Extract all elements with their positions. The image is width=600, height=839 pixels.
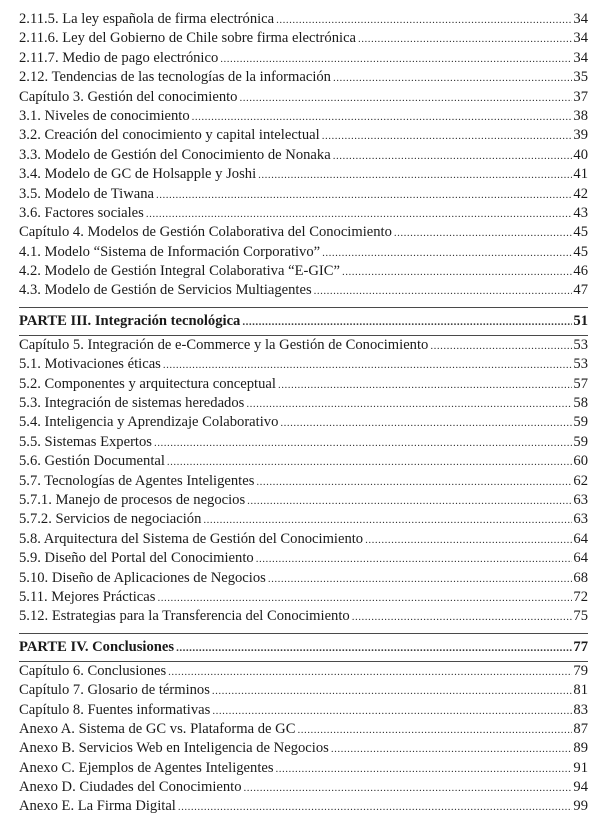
toc-entry bbox=[19, 126, 588, 145]
dot-leader bbox=[168, 663, 572, 681]
toc-entry-page-number: 60 bbox=[573, 453, 588, 470]
dot-leader bbox=[333, 69, 572, 87]
toc-entry-title: PARTE IV. Conclusiones bbox=[19, 638, 175, 655]
toc-entry bbox=[19, 452, 588, 471]
dot-leader bbox=[244, 779, 573, 797]
toc-entry bbox=[19, 681, 588, 700]
toc-entry-page-number: 91 bbox=[573, 759, 588, 776]
toc-entry bbox=[19, 49, 588, 68]
toc-entry-title: PARTE III. Integración tecnológica bbox=[19, 312, 241, 329]
toc-entry-title: 2.11.7. Medio de pago electrónico bbox=[19, 49, 219, 66]
toc-entry bbox=[19, 569, 588, 588]
toc-entry bbox=[19, 433, 588, 452]
toc-entry-title: 4.1. Modelo “Sistema de Información Corporativo” bbox=[19, 243, 321, 260]
toc-entry-page-number: 42 bbox=[573, 185, 588, 202]
dot-leader bbox=[331, 740, 573, 758]
toc-entry-title: Anexo B. Servicios Web en Inteligencia de Negocios bbox=[19, 740, 329, 757]
dot-leader bbox=[246, 395, 572, 413]
toc-entry-title: 5.1. Motivaciones éticas bbox=[19, 356, 161, 373]
toc-entry-page-number: 51 bbox=[573, 312, 588, 329]
toc-entry-title: 5.3. Integración de sistemas heredados bbox=[19, 395, 245, 412]
toc-entry-page-number: 53 bbox=[573, 336, 588, 353]
toc-entry-page-number: 59 bbox=[573, 433, 588, 450]
toc-entry-title: 5.7.1. Manejo de procesos de negocios bbox=[19, 491, 246, 508]
toc-entry bbox=[19, 472, 588, 491]
toc-entry bbox=[19, 778, 588, 797]
toc-entry-page-number: 77 bbox=[573, 638, 588, 655]
toc-entry bbox=[19, 185, 588, 204]
dot-leader bbox=[276, 760, 573, 778]
toc-entry-page-number: 62 bbox=[573, 472, 588, 489]
toc-entry-page-number: 63 bbox=[573, 511, 588, 528]
toc-entry bbox=[19, 510, 588, 529]
toc-entry bbox=[19, 223, 588, 242]
toc-entry-page-number: 34 bbox=[573, 30, 588, 47]
toc-entry bbox=[19, 262, 588, 281]
toc-entry-page-number: 45 bbox=[573, 224, 588, 241]
toc-entry-page-number: 53 bbox=[573, 356, 588, 373]
toc-entry-page-number: 38 bbox=[573, 107, 588, 124]
toc-entry-page-number: 45 bbox=[573, 243, 588, 260]
toc-entry-title: 3.5. Modelo de Tiwana bbox=[19, 185, 154, 202]
toc-entry-page-number: 75 bbox=[573, 608, 588, 625]
dot-leader bbox=[146, 205, 573, 223]
toc-entry bbox=[19, 281, 588, 300]
toc-entry-page-number: 35 bbox=[573, 69, 588, 86]
toc-entry-title: 5.6. Gestión Documental bbox=[19, 453, 165, 470]
dot-leader bbox=[314, 282, 573, 300]
dot-leader bbox=[212, 702, 572, 720]
toc-entry-page-number: 94 bbox=[573, 779, 588, 796]
toc-entry bbox=[19, 335, 588, 355]
dot-leader bbox=[322, 244, 572, 262]
toc-entry-page-number: 37 bbox=[573, 88, 588, 105]
toc-entry-page-number: 58 bbox=[573, 395, 588, 412]
toc-entry-page-number: 87 bbox=[573, 720, 588, 737]
toc-entry-title: 3.2. Creación del conocimiento y capital intelectual bbox=[19, 127, 320, 144]
toc-entry-title: Capítulo 8. Fuentes informativas bbox=[19, 701, 211, 718]
toc-entry bbox=[19, 491, 588, 510]
toc-entry-page-number: 83 bbox=[573, 701, 588, 718]
toc-entry-title: 5.9. Diseño del Portal del Conocimiento bbox=[19, 550, 254, 567]
dot-leader bbox=[239, 89, 572, 107]
toc-entry bbox=[19, 68, 588, 87]
toc-entry-title: 5.7.2. Servicios de negociación bbox=[19, 511, 202, 528]
dot-leader bbox=[157, 589, 572, 607]
toc-entry-title: 3.1. Niveles de conocimiento bbox=[19, 107, 190, 124]
dot-leader bbox=[280, 414, 572, 432]
toc-entry bbox=[19, 146, 588, 165]
dot-leader bbox=[256, 550, 573, 568]
dot-leader bbox=[154, 434, 572, 452]
dot-leader bbox=[322, 127, 573, 145]
toc-entry-page-number: 59 bbox=[573, 414, 588, 431]
dot-leader bbox=[247, 492, 572, 510]
toc-entry bbox=[19, 797, 588, 816]
toc-entry-title: Anexo C. Ejemplos de Agentes Inteligentes bbox=[19, 759, 274, 776]
dot-leader bbox=[167, 453, 572, 471]
toc-entry-page-number: 79 bbox=[573, 662, 588, 679]
dot-leader bbox=[192, 108, 573, 126]
toc-entry-page-number: 40 bbox=[573, 146, 588, 163]
toc-entry-title: 3.6. Factores sociales bbox=[19, 204, 144, 221]
dot-leader bbox=[342, 263, 572, 281]
toc-entry-page-number: 43 bbox=[573, 204, 588, 221]
toc-entry-title: Capítulo 6. Conclusiones bbox=[19, 662, 167, 679]
toc-entry-title: 2.11.5. La ley española de firma electrónica bbox=[19, 11, 275, 27]
dot-leader bbox=[276, 11, 572, 29]
toc-entry-title: 5.10. Diseño de Aplicaciones de Negocios bbox=[19, 569, 266, 586]
toc-entry-title: 5.12. Estrategias para la Transferencia del Conocimiento bbox=[19, 608, 350, 625]
dot-leader bbox=[242, 312, 572, 332]
toc-entry-title: Capítulo 3. Gestión del conocimiento bbox=[19, 88, 238, 105]
toc-entry-page-number: 41 bbox=[573, 166, 588, 183]
dot-leader bbox=[176, 638, 572, 658]
dot-leader bbox=[258, 166, 572, 184]
toc-entry bbox=[19, 107, 588, 126]
toc-entry-title: 3.3. Modelo de Gestión del Conocimiento de Nonaka bbox=[19, 146, 331, 163]
toc-entry-title: Capítulo 4. Modelos de Gestión Colaborativa del Conocimiento bbox=[19, 224, 392, 241]
toc-entry bbox=[19, 204, 588, 223]
toc-entry-page-number: 99 bbox=[573, 798, 588, 815]
toc-entry-title: Capítulo 7. Glosario de términos bbox=[19, 682, 210, 699]
toc-entry bbox=[19, 355, 588, 374]
dot-leader bbox=[212, 682, 572, 700]
toc-entry-page-number: 89 bbox=[573, 740, 588, 757]
toc-entry-title: Anexo A. Sistema de GC vs. Plataforma de GC bbox=[19, 720, 296, 737]
toc-entry-page-number: 47 bbox=[573, 282, 588, 299]
toc-entry-page-number: 64 bbox=[573, 530, 588, 547]
toc-entry-title: 2.12. Tendencias de las tecnologías de la información bbox=[19, 69, 331, 86]
dot-leader bbox=[394, 224, 573, 242]
toc-entry-title: 4.3. Modelo de Gestión de Servicios Multiagentes bbox=[19, 282, 312, 299]
toc-entry-title: 5.11. Mejores Prácticas bbox=[19, 588, 156, 605]
toc-entry-page-number: 72 bbox=[573, 588, 588, 605]
toc-entry bbox=[19, 759, 588, 778]
toc-entry bbox=[19, 607, 588, 626]
toc-entry-page-number: 57 bbox=[573, 375, 588, 392]
toc-entry-page-number: 81 bbox=[573, 682, 588, 699]
toc-entry-page-number: 34 bbox=[573, 49, 588, 66]
toc-entry bbox=[19, 530, 588, 549]
toc-entry bbox=[19, 394, 588, 413]
dot-leader bbox=[220, 50, 572, 68]
toc-entry-page-number: 64 bbox=[573, 550, 588, 567]
toc-entry-page-number: 46 bbox=[573, 263, 588, 280]
toc-entry-page-number: 39 bbox=[573, 127, 588, 144]
toc-entry-page-number: 34 bbox=[573, 11, 588, 27]
toc-entry bbox=[19, 165, 588, 184]
toc-part-heading bbox=[19, 307, 588, 332]
toc-entry bbox=[19, 739, 588, 758]
dot-leader bbox=[365, 531, 572, 549]
toc-entry-title: 5.7. Tecnologías de Agentes Inteligentes bbox=[19, 472, 255, 489]
toc-entry-title: Capítulo 5. Integración de e-Commerce y la Gestión de Conocimiento bbox=[19, 336, 429, 353]
toc-entry bbox=[19, 88, 588, 107]
toc-entry-title: 2.11.6. Ley del Gobierno de Chile sobre firma electrónica bbox=[19, 30, 357, 47]
toc-entry bbox=[19, 10, 588, 29]
toc-entry-title: Anexo D. Ciudades del Conocimiento bbox=[19, 779, 242, 796]
toc-entry bbox=[19, 243, 588, 262]
toc-entry-page-number: 68 bbox=[573, 569, 588, 586]
toc-entry-title: 5.4. Inteligencia y Aprendizaje Colaborativo bbox=[19, 414, 279, 431]
toc-entry bbox=[19, 413, 588, 432]
toc-entry bbox=[19, 720, 588, 739]
toc-part-heading bbox=[19, 633, 588, 658]
toc-entry bbox=[19, 549, 588, 568]
toc-entry bbox=[19, 588, 588, 607]
toc-entry bbox=[19, 375, 588, 394]
dot-leader bbox=[178, 798, 573, 816]
table-of-contents bbox=[19, 10, 588, 817]
toc-entry-title: 4.2. Modelo de Gestión Integral Colaborativa “E-GIC” bbox=[19, 263, 340, 280]
toc-entry-title: Anexo E. La Firma Digital bbox=[19, 798, 176, 815]
dot-leader bbox=[297, 721, 572, 739]
dot-leader bbox=[358, 30, 572, 48]
toc-entry-title: 3.4. Modelo de GC de Holsapple y Joshi bbox=[19, 166, 257, 183]
dot-leader bbox=[163, 356, 573, 374]
dot-leader bbox=[203, 511, 572, 529]
dot-leader bbox=[156, 186, 572, 204]
toc-entry bbox=[19, 29, 588, 48]
dot-leader bbox=[278, 376, 572, 394]
toc-entry-title: 5.8. Arquitectura del Sistema de Gestión del Conocimiento bbox=[19, 530, 364, 547]
dot-leader bbox=[333, 147, 573, 165]
dot-leader bbox=[268, 570, 573, 588]
toc-entry-page-number: 63 bbox=[573, 491, 588, 508]
toc-entry bbox=[19, 661, 588, 681]
toc-entry-title: 5.2. Componentes y arquitectura conceptual bbox=[19, 375, 276, 392]
dot-leader bbox=[352, 608, 573, 626]
dot-leader bbox=[430, 337, 572, 355]
dot-leader bbox=[256, 473, 572, 491]
toc-entry-title: 5.5. Sistemas Expertos bbox=[19, 433, 152, 450]
toc-entry bbox=[19, 701, 588, 720]
